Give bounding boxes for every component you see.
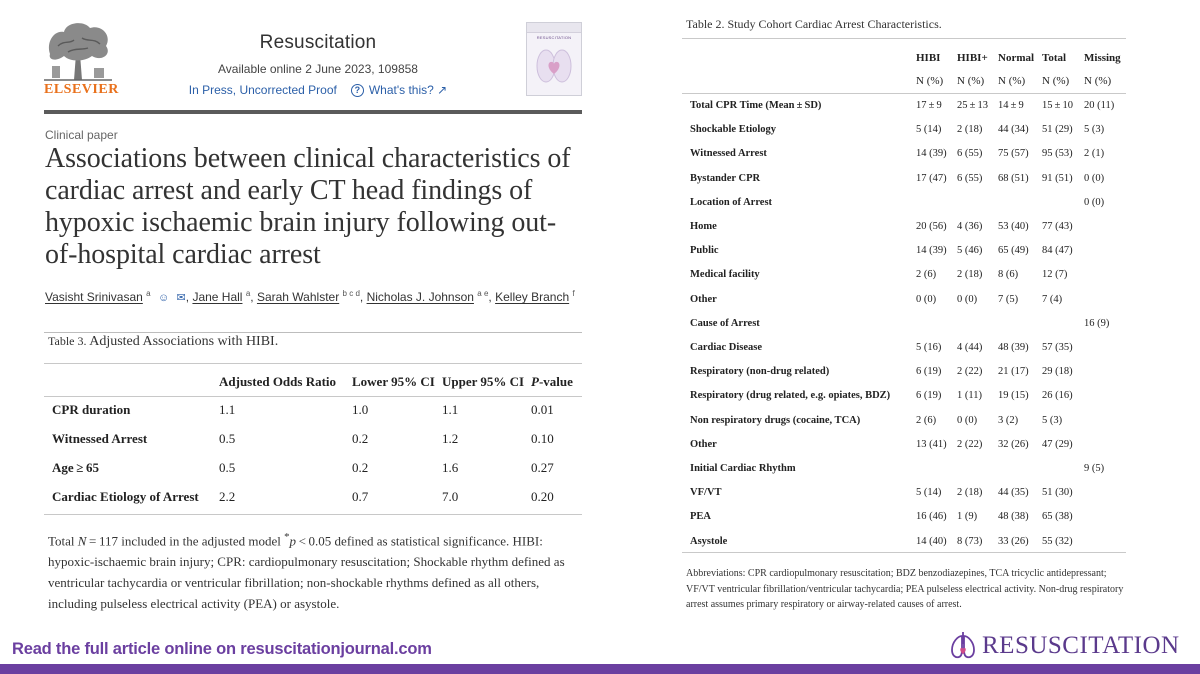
cell-hibi: 14 (39): [916, 148, 947, 159]
cell-total: 55 (32): [1042, 536, 1073, 547]
row-label: Shockable Etiology: [690, 124, 777, 135]
author-affiliation[interactable]: b c d: [342, 289, 360, 298]
table2-subheader: N (%): [916, 75, 944, 87]
table2-header-hibi: HIBI: [916, 52, 941, 64]
table-row: [0, 245, 1140, 261]
cell-total: 91 (51): [1042, 173, 1073, 184]
cell-p-value: 0.01: [531, 402, 554, 417]
row-label: CPR duration: [52, 402, 131, 417]
cell-hibi: 6 (19): [916, 390, 942, 401]
journal-links: [160, 83, 476, 97]
cell-total: 51 (30): [1042, 487, 1073, 498]
cell-or: 1.1: [219, 402, 236, 417]
cell-total: 77 (43): [1042, 221, 1073, 232]
journal-name[interactable]: Resuscitation: [259, 32, 377, 53]
row-label: Other: [690, 439, 717, 450]
cell-total: 51 (29): [1042, 124, 1073, 135]
read-full-article-link[interactable]: Read the full article online on resuscitationjournal.com: [12, 640, 432, 658]
table-row: [0, 439, 1140, 455]
question-icon: ?: [351, 84, 364, 97]
cell-total: 57 (35): [1042, 342, 1073, 353]
cell-p-value: 0.27: [531, 460, 554, 475]
row-label: Witnessed Arrest: [690, 148, 767, 159]
row-label: Asystole: [690, 536, 728, 547]
available-online: Available online 2 June 2023, 109858: [218, 62, 418, 76]
row-label: Age ≥ 65: [52, 460, 99, 475]
cell-normal: 3 (2): [998, 415, 1019, 426]
resuscitation-logo[interactable]: [950, 632, 1180, 660]
footer-bar: [0, 664, 1200, 674]
note-asterisk: *: [284, 531, 290, 543]
table-row: [0, 173, 1140, 189]
table3-label: Table 3.: [48, 334, 87, 348]
cell-missing: 0 (0): [1084, 197, 1105, 208]
row-label: Other: [690, 294, 717, 305]
cell-p-value: 0.20: [531, 489, 554, 504]
journal-info: [160, 32, 476, 97]
cell-hibi-plus: 0 (0): [957, 415, 978, 426]
cover-lungs-heart-icon: [534, 44, 574, 88]
cell-hibi: 17 ± 9: [916, 100, 942, 111]
cell-normal: 53 (40): [998, 221, 1029, 232]
table2-header-normal: Normal: [998, 52, 1035, 64]
elsevier-logo[interactable]: [44, 20, 119, 98]
whats-this-label: What's this?: [368, 83, 434, 97]
cell-total: 7 (4): [1042, 294, 1063, 305]
table-row: [0, 536, 1140, 552]
cell-hibi-plus: 4 (36): [957, 221, 983, 232]
author-affiliation[interactable]: f: [572, 289, 575, 298]
table-row: [0, 463, 1140, 479]
table2-subheader: N (%): [1042, 75, 1070, 87]
email-icon[interactable]: ✉: [176, 292, 186, 304]
cell-total: 29 (18): [1042, 366, 1073, 377]
cell-hibi: 5 (14): [916, 487, 942, 498]
author-name[interactable]: Kelley Branch: [495, 290, 570, 304]
cell-hibi-plus: 1 (9): [957, 511, 978, 522]
table-row: [0, 342, 1140, 358]
table-row: [0, 197, 1140, 213]
cell-hibi-plus: 2 (18): [957, 124, 983, 135]
author-name[interactable]: Jane Hall: [192, 290, 243, 304]
table-row: [0, 390, 1140, 406]
elsevier-wordmark: ELSEVIER: [44, 82, 119, 97]
author-name[interactable]: Nicholas J. Johnson: [366, 290, 474, 304]
cell-hibi: 2 (6): [916, 269, 937, 280]
table-row: [0, 294, 1140, 310]
row-label: Total CPR Time (Mean ± SD): [690, 100, 822, 111]
cell-normal: 68 (51): [998, 173, 1029, 184]
row-label: Cause of Arrest: [690, 318, 760, 329]
row-label: VF/VT: [690, 487, 722, 498]
cell-hibi-plus: 5 (46): [957, 245, 983, 256]
table-row: [0, 269, 1140, 285]
cell-normal: 8 (6): [998, 269, 1019, 280]
cell-total: 47 (29): [1042, 439, 1073, 450]
p-italic: P: [531, 374, 539, 389]
table2-top-rule: [682, 38, 1126, 39]
cover-title: RESUSCITATION: [536, 35, 572, 40]
article-type: Clinical paper: [45, 128, 118, 142]
table-row: [0, 318, 1140, 334]
cell-total: 12 (7): [1042, 269, 1068, 280]
cell-hibi-plus: 0 (0): [957, 294, 978, 305]
table-row: [0, 415, 1140, 431]
cell-lower-ci: 0.2: [352, 431, 369, 446]
cover-header: [527, 23, 581, 33]
cell-missing: 2 (1): [1084, 148, 1105, 159]
cell-normal: 44 (35): [998, 487, 1029, 498]
article-title: Associations between clinical characteristics of cardiac arrest and early CT head findings of hypoxic ischaemic brain injury following out-of-hospital cardiac arrest: [45, 143, 571, 270]
table-row: [0, 148, 1140, 164]
note-text: = 117 included in the adjusted model: [86, 533, 285, 549]
author-list: Vasisht Srinivasan $^a$ ☺ ✉, Jane Hall $^a$, Sarah Wahlster $^{b c d}$, Nicholas J. Johnson $^{a e}$, Kelley Branch $^f$: [45, 289, 575, 304]
table-row: [0, 100, 1140, 116]
table-row: [0, 511, 1140, 527]
row-label: PEA: [690, 511, 711, 522]
cell-normal: 7 (5): [998, 294, 1019, 305]
cell-normal: 33 (26): [998, 536, 1029, 547]
row-label: Location of Arrest: [690, 197, 773, 208]
cell-hibi: 6 (19): [916, 366, 942, 377]
note-p-italic: p: [289, 533, 297, 549]
cell-p-value: 0.10: [531, 431, 554, 446]
cell-upper-ci: 1.2: [442, 431, 459, 446]
table3-header-or: Adjusted Odds Ratio: [219, 374, 337, 389]
cell-normal: 75 (57): [998, 148, 1029, 159]
table2-header-hibi-plus: HIBI+: [957, 52, 988, 64]
author-affiliation[interactable]: a: [245, 289, 251, 298]
cell-hibi-plus: 2 (22): [957, 366, 983, 377]
cell-hibi-plus: 25 ± 13: [957, 100, 988, 111]
row-label: Witnessed Arrest: [52, 431, 148, 446]
person-icon[interactable]: ☺: [157, 292, 170, 304]
cell-normal: 14 ± 9: [998, 100, 1024, 111]
table2-subheader: N (%): [957, 75, 985, 87]
cell-missing: 9 (5): [1084, 463, 1105, 474]
author-name[interactable]: Sarah Wahlster: [256, 290, 340, 304]
cell-total: 26 (16): [1042, 390, 1073, 401]
cell-lower-ci: 1.0: [352, 402, 369, 417]
table3-title: Adjusted Associations with HIBI.: [89, 334, 279, 349]
cell-total: 15 ± 10: [1042, 100, 1073, 111]
external-link-icon: ↗: [437, 83, 448, 97]
cell-or: 0.5: [219, 460, 236, 475]
cell-hibi-plus: 6 (55): [957, 148, 983, 159]
note-text: < 0.05 defined as statistical significance. HIBI: hypoxic-ischaemic brain injury; CPR: cardiopulmonary resuscitation; Shockable rhythm defined as ventricular tachycardia or ventricular fibrillation; non-shockable rhythms defined as all others, including pulseless electrical activity (PEA) or asystole.: [48, 533, 565, 612]
cell-normal: 44 (34): [998, 124, 1029, 135]
row-label: Initial Cardiac Rhythm: [690, 463, 796, 474]
cell-missing: 0 (0): [1084, 173, 1105, 184]
row-label: Bystander CPR: [690, 173, 761, 184]
note-n-italic: N: [77, 533, 87, 549]
note-text: Total: [48, 533, 78, 549]
whats-this-link[interactable]: [351, 83, 447, 97]
cell-or: 2.2: [219, 489, 236, 504]
table-row: [0, 366, 1140, 382]
cell-hibi-plus: 4 (44): [957, 342, 983, 353]
resuscitation-logo-text: RESUSCITATION: [982, 632, 1180, 659]
cell-hibi-plus: 1 (11): [957, 390, 982, 401]
cell-total: 65 (38): [1042, 511, 1073, 522]
cell-hibi: 16 (46): [916, 511, 947, 522]
cell-hibi-plus: 2 (18): [957, 269, 983, 280]
cell-hibi-plus: 8 (73): [957, 536, 983, 547]
table2-header-rule: [682, 93, 1126, 94]
row-label: Medical facility: [690, 269, 760, 280]
table2-subheader: N (%): [998, 75, 1026, 87]
cell-total: 5 (3): [1042, 415, 1063, 426]
cell-normal: 19 (15): [998, 390, 1029, 401]
table2-footnote: Abbreviations: CPR cardiopulmonary resuscitation; BDZ benzodiazepines, TCA tricyclic antidepressant; VF/VT ventricular fibrillation/ventricular tachycardia; PEA pulseless electrical activity. Non-drug respiratory arrest assumes primary respiratory or airway-related causes of arrest.: [686, 568, 1124, 610]
table-row: [0, 124, 1140, 140]
p-value-suffix: -value: [538, 374, 573, 389]
cell-hibi-plus: 2 (18): [957, 487, 983, 498]
cell-or: 0.5: [219, 431, 236, 446]
author-affiliation[interactable]: a e: [477, 289, 489, 298]
cell-missing: 5 (3): [1084, 124, 1105, 135]
cell-normal: 21 (17): [998, 366, 1029, 377]
row-label: Respiratory (non-drug related): [690, 366, 830, 377]
cell-hibi-plus: 2 (22): [957, 439, 983, 450]
cell-lower-ci: 0.7: [352, 489, 369, 504]
table3-header-upper-ci: Upper 95% CI: [442, 374, 525, 389]
journal-cover[interactable]: [526, 22, 582, 96]
table2-header-total: Total: [1042, 52, 1067, 64]
table2-caption: Table 2. Study Cohort Cardiac Arrest Characteristics.: [686, 17, 942, 31]
table2-bottom-rule: [682, 552, 1126, 553]
author-name[interactable]: Vasisht Srinivasan: [45, 290, 143, 304]
cell-upper-ci: 1.1: [442, 402, 459, 417]
cell-hibi: 13 (41): [916, 439, 947, 450]
table2-header-missing: Missing: [1084, 52, 1121, 64]
cell-normal: 48 (38): [998, 511, 1029, 522]
cell-hibi: 5 (14): [916, 124, 942, 135]
cell-hibi: 20 (56): [916, 221, 947, 232]
elsevier-tree-icon: [44, 20, 112, 82]
cell-hibi: 17 (47): [916, 173, 947, 184]
cell-total: 84 (47): [1042, 245, 1073, 256]
cell-hibi-plus: 6 (55): [957, 173, 983, 184]
table-row: [0, 221, 1140, 237]
cell-lower-ci: 0.2: [352, 460, 369, 475]
in-press-link[interactable]: In Press, Uncorrected Proof: [188, 83, 337, 98]
cell-normal: 32 (26): [998, 439, 1029, 450]
cell-missing: 20 (11): [1084, 100, 1115, 111]
cell-hibi: 14 (39): [916, 245, 947, 256]
cell-hibi: 5 (16): [916, 342, 942, 353]
row-label: Home: [690, 221, 717, 232]
cell-missing: 16 (9): [1084, 318, 1110, 329]
row-label: Non respiratory drugs (cocaine, TCA): [690, 415, 861, 426]
row-label: Respiratory (drug related, e.g. opiates, BDZ): [690, 390, 891, 401]
table3-header-lower-ci: Lower 95% CI: [352, 374, 435, 389]
row-label: Cardiac Disease: [690, 342, 763, 353]
cell-hibi: 14 (40): [916, 536, 947, 547]
row-label: Public: [690, 245, 719, 256]
cell-upper-ci: 1.6: [442, 460, 459, 475]
cell-total: 95 (53): [1042, 148, 1073, 159]
cell-hibi: 0 (0): [916, 294, 937, 305]
author-affiliation[interactable]: a: [146, 289, 151, 298]
cell-upper-ci: 7.0: [442, 489, 459, 504]
table-row: [0, 487, 1140, 503]
table3-top-rule: [44, 363, 582, 364]
cell-normal: 65 (49): [998, 245, 1029, 256]
row-label: Cardiac Etiology of Arrest: [52, 489, 199, 504]
table2-subheader: N (%): [1084, 75, 1112, 87]
cell-normal: 48 (39): [998, 342, 1029, 353]
cell-hibi: 2 (6): [916, 415, 937, 426]
lungs-heart-icon: [950, 632, 976, 660]
